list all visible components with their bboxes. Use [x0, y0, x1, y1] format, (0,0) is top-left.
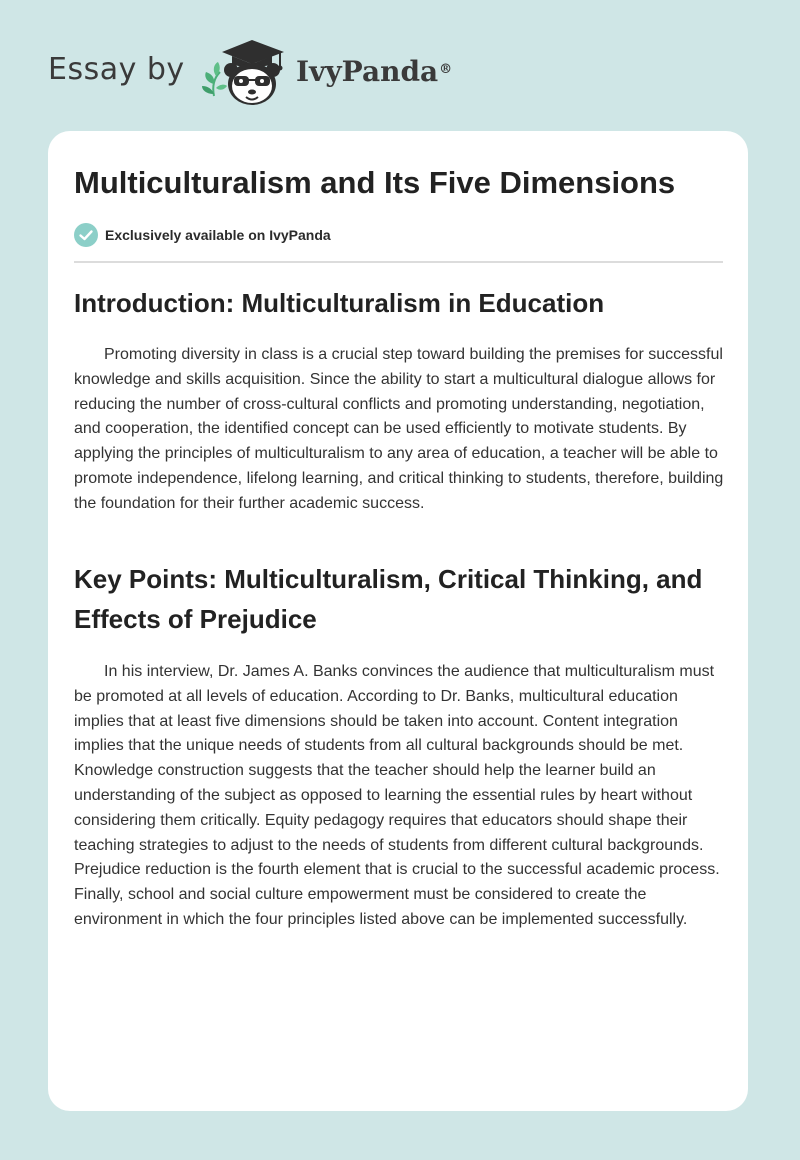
divider	[74, 261, 723, 263]
check-circle-icon	[74, 223, 98, 247]
section-heading-key-points: Key Points: Multiculturalism, Critical Thinking, and Effects of Prejudice	[74, 564, 703, 634]
section-paragraph-introduction: Promoting diversity in class is a crucial step toward building the premises for successful knowledge and skills acquisition. Since the ability to start a multicultural dialogue allows for reducing the number of cross-cultural conflicts and promoting understanding, negotiation, and cooperation, the identified concept can be used efficiently to motivate students. By applying the principles of multiculturalism to any area of education, a teacher will be able to promote independence, lifelong learning, and critical thinking to students, therefore, building the foundation for their further academic success.	[74, 346, 724, 512]
site-header	[0, 0, 800, 120]
registered-mark: ®	[439, 62, 453, 77]
exclusive-badge	[74, 223, 331, 247]
brand-name[interactable]: IvyPanda®	[296, 55, 453, 88]
section-heading-introduction: Introduction: Multiculturalism in Education	[74, 288, 605, 318]
panda-face-icon	[224, 63, 280, 105]
ivy-leaf-icon	[202, 62, 227, 96]
section-paragraph-key-points: In his interview, Dr. James A. Banks convinces the audience that multiculturalism must be promoted at all levels of education. According to Dr. Banks, multicultural education implies that at least five dimensions should be taken into account. Content integration implies that the unique needs of students from all cultural backgrounds should be met. Knowledge construction suggests that the teacher should help the learner build an understanding of the subject as opposed to learning the essential rules by heart without considering them critically. Equity pedagogy requires that educators should shape their teaching strategies to adjust to the needs of students from different cultural backgrounds. Prejudice reduction is the fourth element that is crucial to the successful academic process. Finally, school and social culture empowerment must be considered to create the environment in which the four principles listed above can be implemented successfully.	[74, 663, 720, 928]
essay-by-label: Essay by	[48, 52, 185, 87]
page-title: Multiculturalism and Its Five Dimensions	[74, 165, 676, 200]
ivypanda-logo-icon[interactable]	[200, 36, 292, 108]
exclusive-label: Exclusively available on IvyPanda	[105, 227, 331, 243]
article-card	[48, 131, 748, 1111]
